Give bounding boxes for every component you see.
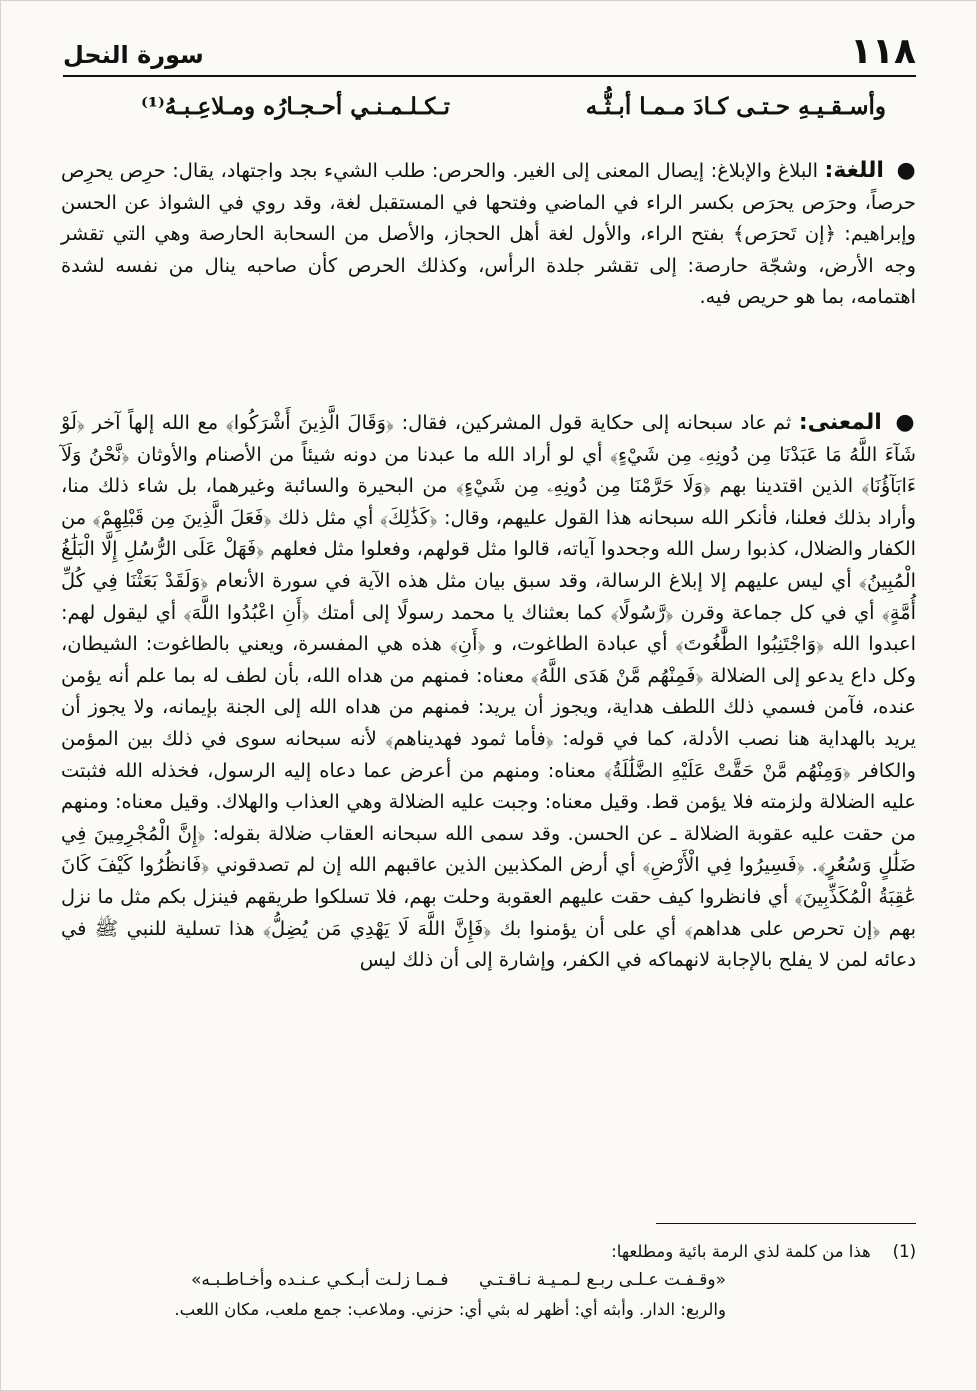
lugha-text: البلاغ والإبلاغ: إيصال المعنى إلى الغير. والحرص: طلب الشيء بجد واجتهاد، يقال: حرِص يحرِص حرصاً، وحرَص يحرَص بكسر الراء في الماضي وفتحها في المستقبل لغة، وقد روي في الشواذ عن الحسن وإبراهيم: ﴿إن تَحرَص﴾ بفتح الراء، والأول لغة أهل الحجاز، والأصل من السحابة الحارصة وهي التي تقشر وجه الأرض، وشجّة حارصة: إلى تقشر جلدة الرأس، وكذلك الحرص كأن صاحبه ينال من نفسه لشدة اهتمامه، بما هو حريص فيه. [61, 159, 916, 308]
page-header [63, 29, 916, 77]
footnote-poem-second: فـمـا زلـت أبـكـي عـنـده وأخـاطـبـه» [191, 1270, 449, 1290]
footnote [61, 1237, 916, 1324]
poetry-verse [141, 93, 886, 137]
footnote-number: (1) [892, 1242, 916, 1261]
footnote-poem-first: «وقـفـت عـلـى ربـع لـمـيـة نـاقـتـي [479, 1270, 726, 1290]
footnote-gloss: والربع: الدار. وأبثه أي: أظهر له بثي أي: حزني. وملاعب: جمع ملعب، مكان اللعب. [174, 1300, 726, 1319]
bullet-icon: ● [895, 410, 916, 435]
surah-name: سورة النحل [63, 41, 204, 69]
footnote-intro: هذا من كلمة لذي الرمة بائية ومطلعها: [611, 1242, 871, 1261]
footnote-divider [656, 1223, 916, 1224]
verse-first-hemistich: وأسـقـيـهِ حـتـى كـادَ مـمـا أبـثُّـه [585, 93, 886, 120]
maana-heading: المعنى: [798, 410, 882, 435]
lugha-section [61, 155, 916, 313]
verse-second-hemistich: تـكـلـمـنـي أحـجـارُه ومـلاعِـبـهُ⁽¹⁾ [141, 93, 451, 120]
footnote-poem [61, 1266, 916, 1295]
page-number: ١١٨ [850, 31, 916, 72]
footnote-intro-line [61, 1237, 916, 1266]
lugha-heading: اللغة: [824, 158, 884, 183]
maana-text: ثم عاد سبحانه إلى حكاية قول المشركين، فقال: ﴿وَقَالَ الَّذِينَ أَشْرَكُوا﴾ مع الله إلهاً آخر ﴿لَوْ شَآءَ اللَّهُ مَا عَبَدْنَا مِن دُونِهِۦ مِن شَيْءٍ﴾ أي لو أراد الله ما عبدنا من دونه شيئاً من الأصنام والأوثان ﴿نَّحْنُ وَلَآ ءَابَآؤُنَا﴾ الذين اقتدينا بهم ﴿وَلَا حَرَّمْنَا مِن دُونِهِۦ مِن شَيْءٍ﴾ من البحيرة والسائبة وغيرهما، بل شاء ذلك منا، وأراد بذلك فعلنا، فأنكر الله سبحانه هذا القول عليهم، وقال: ﴿كَذَٰلِكَ﴾ أي مثل ذلك ﴿فَعَلَ الَّذِينَ مِن قَبْلِهِمْ﴾ من الكفار والضلال، كذبوا رسل الله وجحدوا آياته، قالوا مثل قولهم، وفعلوا مثل فعلهم ﴿فَهَلْ عَلَى الرُّسُلِ إِلَّا الْبَلَٰغُ الْمُبِينُ﴾ أي ليس عليهم إلا إبلاغ الرسالة، وقد سبق بيان مثل هذه الآية في سورة الأنعام ﴿وَلَقَدْ بَعَثْنَا فِي كُلِّ أُمَّةٍ﴾ أي في كل جماعة وقرن ﴿رَّسُولًا﴾ كما بعثناك يا محمد رسولًا إلى أمتك ﴿أَنِ اعْبُدُوا اللَّهَ﴾ أي ليقول لهم: اعبدوا الله ﴿وَاجْتَنِبُوا الطَّٰغُوتَ﴾ أي عبادة الطاغوت، و ﴿أَنِ﴾ هذه هي المفسرة، ويعني بالطاغوت: الشيطان، وكل داع يدعو إلى الضلالة ﴿فَمِنْهُم مَّنْ هَدَى اللَّهُ﴾ معناه: فمنهم من هداه الله، بأن لطف له بما علم أنه يؤمن عنده، فآمن فسمي ذلك اللطف هداية، ويجوز أن يريد: فمنهم من هداه الله إلى الجنة بإيمانه، ولا يجوز أن يريد بالهداية هنا نصب الأدلة، كما في قوله: ﴿فأما ثمود فهديناهم﴾ لأنه سبحانه سوى في ذلك بين المؤمن والكافر ﴿وَمِنْهُم مَّنْ حَقَّتْ عَلَيْهِ الضَّلَٰلَةُ﴾ معناه: ومنهم من أعرض عما دعاه إليه الرسول، فخذله الله فثبتت عليه الضلالة ولزمته فلا يؤمن قط. وقيل معناه: وجبت عليه الضلالة وهي العذاب والهلاك. وقيل معناه: ومنهم من حقت عليه عقوبة الضلالة ـ عن الحسن. وقد سمى الله سبحانه العقاب ضلالة بقوله: ﴿إِنَّ الْمُجْرِمِينَ فِي ضَلَٰلٍ وَسُعُرٍ﴾. ﴿فَسِيرُوا فِي الْأَرْضِ﴾ أي أرض المكذبين الذين عاقبهم الله إن لم تصدقوني ﴿فَانظُرُوا كَيْفَ كَانَ عَٰقِبَةُ الْمُكَذِّبِينَ﴾ أي فانظروا كيف حقت عليهم العقوبة وحلت بهم، فلا تسلكوا طريقهم فينزل بكم مثل ما نزل بهم ﴿إن تحرص على هداهم﴾ أي على أن يؤمنوا بك ﴿فَإِنَّ اللَّهَ لَا يَهْدِي مَن يُضِلُّ﴾ هذا تسلية للنبي ﷺ في دعائه لمن لا يفلح بالإجابة لانهماكه في الكفر، وإشارة إلى أن ذلك ليس [61, 411, 916, 972]
maana-section [61, 407, 916, 976]
bullet-icon: ● [896, 158, 917, 183]
